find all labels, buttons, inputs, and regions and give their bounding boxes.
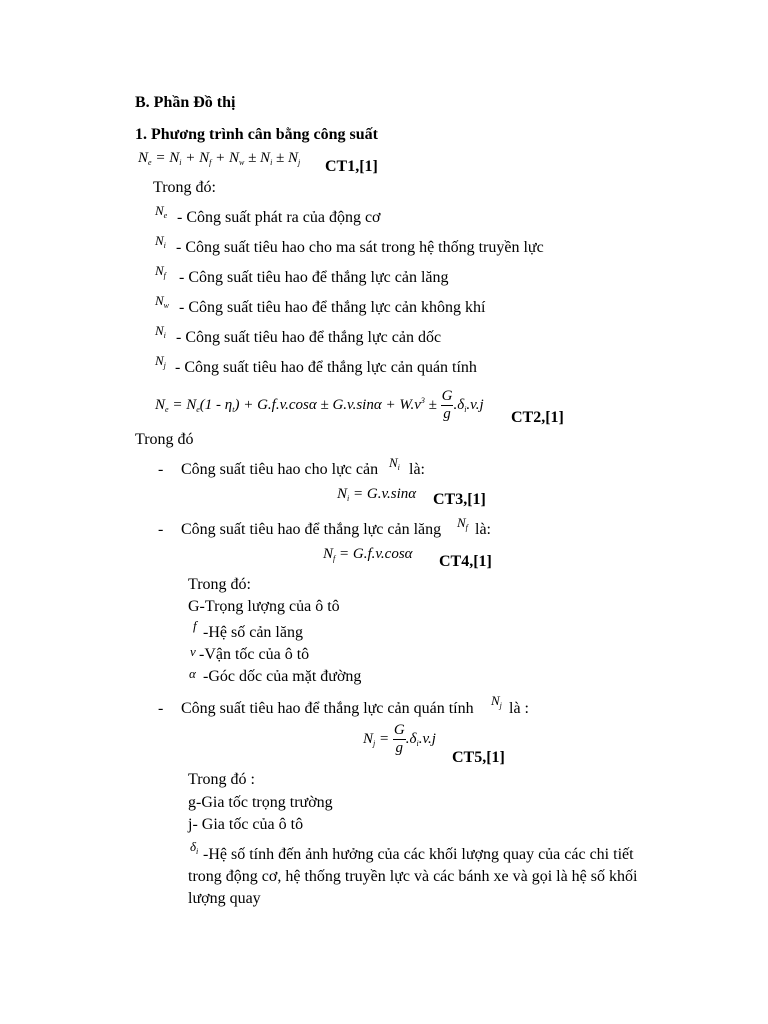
def-delta-line-2: trong động cơ, hệ thống truyền lực và các bánh xe và gọi là hệ số khối <box>188 868 638 885</box>
heading: 1. Phương trình cân bằng công suất <box>135 126 378 143</box>
item-3-text: Công suất tiêu hao để thắng lực cản quán tính <box>181 700 474 717</box>
equation-5: $N_j$ = $\frac{G}{g}$ $.\delta_i.v.j$ <box>363 722 436 757</box>
equation-4: $N_f = G.f.v.\cos\alpha$ <box>323 546 413 563</box>
symbol-ne: $N_e$ <box>155 203 168 220</box>
def-nf: - Công suất tiêu hao để thắng lực cản lăng <box>179 269 449 286</box>
symbol-ni-slope: $N_i$ <box>155 323 166 340</box>
def-g: G-Trọng lượng của ô tô <box>188 598 340 615</box>
def-v: -Vận tốc của ô tô <box>199 646 310 663</box>
def-ne: - Công suất phát ra của động cơ <box>177 209 381 226</box>
dash-3: - <box>158 700 164 717</box>
equation-1: $N_e = N_i + N_f + N_w \pm N_i \pm N_j$ <box>138 150 301 167</box>
dash-1: - <box>158 461 164 478</box>
trong-do-2: Trong đó <box>135 431 194 448</box>
item-2-text: Công suất tiêu hao để thắng lực cản lăng <box>181 521 442 538</box>
def-g-gravity: g-Gia tốc trọng trường <box>188 794 333 811</box>
def-delta-line-1: -Hệ số tính đến ảnh hưởng của các khối lượng quay của các chi tiết <box>203 846 634 863</box>
sub-defs-2-title: Trong đó : <box>188 771 255 788</box>
symbol-alpha: α <box>189 666 196 681</box>
equation-2: $N_e = N_e(1 - \eta_t) + G.f.v.\cos\alpha \pm G.v.\sin\alpha + W.v^3$ ± $\frac{G}{g}$ $.\delta_i.v.j$ <box>155 388 484 423</box>
trong-do-1: Trong đó: <box>153 179 216 196</box>
section-title: B. Phần Đồ thị <box>135 94 236 111</box>
equation-3: $N_i = G.v.\sin\alpha$ <box>337 486 417 503</box>
def-delta-line-3: lượng quay <box>188 890 261 907</box>
symbol-nf-inline: $N_f$ <box>457 515 468 532</box>
symbol-nj: $N_j$ <box>155 353 166 370</box>
symbol-ni: $N_i$ <box>155 233 166 250</box>
equation-2-label: CT2,[1] <box>511 409 564 426</box>
def-alpha: -Góc dốc của mặt đường <box>203 668 362 685</box>
def-nw: - Công suất tiêu hao để thắng lực cản không khí <box>179 299 486 316</box>
item-1-text: Công suất tiêu hao cho lực cản <box>181 461 379 478</box>
item-2-suffix: là: <box>475 521 491 538</box>
symbol-ni-inline: $N_i$ <box>389 455 400 472</box>
def-ni-slope: - Công suất tiêu hao để thắng lực cản dốc <box>176 329 442 346</box>
symbol-v: v <box>190 644 196 659</box>
def-nj: - Công suất tiêu hao để thắng lực cản quán tính <box>175 359 477 376</box>
def-j: j- Gia tốc của ô tô <box>188 816 304 833</box>
equation-5-label: CT5,[1] <box>452 749 505 766</box>
item-3-suffix: là : <box>509 700 529 717</box>
symbol-nf: $N_f$ <box>155 263 166 280</box>
symbol-f: f <box>193 618 197 633</box>
def-ni-friction: - Công suất tiêu hao cho ma sát trong hệ thống truyền lực <box>176 239 544 256</box>
item-1-suffix: là: <box>409 461 425 478</box>
symbol-delta: $\delta_i$ <box>190 839 199 856</box>
sub-defs-1-title: Trong đó: <box>188 576 251 593</box>
equation-4-label: CT4,[1] <box>439 553 492 570</box>
def-f: -Hệ số cản lăng <box>203 624 303 641</box>
dash-2: - <box>158 521 164 538</box>
symbol-nw: $N_w$ <box>155 293 170 310</box>
symbol-nj-inline: $N_j$ <box>491 693 502 710</box>
equation-1-label: CT1,[1] <box>325 158 378 175</box>
equation-3-label: CT3,[1] <box>433 491 486 508</box>
